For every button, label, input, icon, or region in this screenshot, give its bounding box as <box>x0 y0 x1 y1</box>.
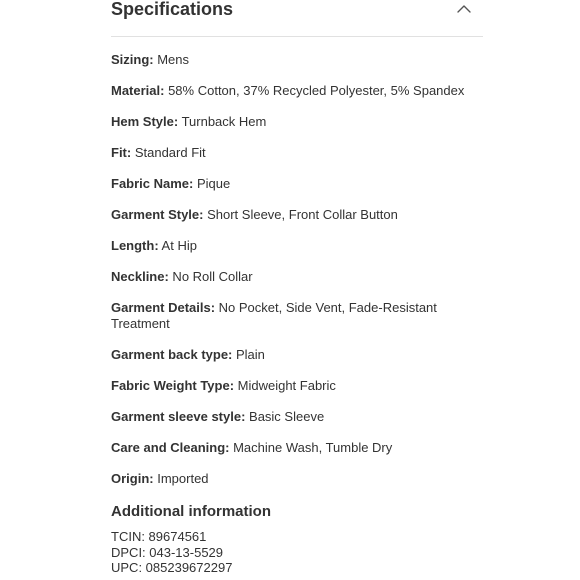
spec-value: Pique <box>193 176 231 191</box>
spec-key: Garment sleeve style: <box>111 408 246 424</box>
specifications-header[interactable] <box>111 0 483 37</box>
spec-key: Garment Details: <box>111 300 216 315</box>
spec-value: Mens <box>153 52 190 67</box>
specifications-title: Specifications <box>111 0 234 19</box>
spec-key: Sizing: <box>111 52 154 67</box>
spec-row <box>111 176 483 192</box>
spec-value: No Pocket, Side Vent, Fade-Resistant Treatment <box>111 300 437 331</box>
spec-value: Plain <box>232 346 265 362</box>
spec-row <box>111 114 483 130</box>
spec-row <box>111 238 483 254</box>
specifications-list <box>111 52 483 502</box>
spec-value: Short Sleeve, Front Collar Button <box>203 207 398 222</box>
spec-value: Turnback Hem <box>178 114 267 129</box>
spec-value: Standard Fit <box>131 145 206 160</box>
dpci-value: DPCI: 043-13-5529 <box>111 544 224 560</box>
tcin-value: TCIN: 89674561 <box>111 529 207 544</box>
spec-row <box>111 83 483 99</box>
spec-row <box>111 207 483 223</box>
spec-key: Origin: <box>111 470 154 486</box>
chevron-up-icon <box>457 4 471 13</box>
additional-information-title: Additional information <box>111 503 271 520</box>
spec-row <box>111 145 483 161</box>
upc-value: UPC: 085239672297 <box>111 560 233 575</box>
identifier-list <box>111 529 232 576</box>
spec-key: Fabric Name: <box>111 176 194 191</box>
spec-key: Garment back type: <box>111 346 233 362</box>
spec-row <box>111 347 483 363</box>
spec-key: Hem Style: <box>111 114 179 129</box>
spec-row <box>111 52 483 68</box>
spec-row <box>111 471 483 487</box>
collapse-button[interactable] <box>453 0 475 19</box>
spec-key: Care and Cleaning: <box>111 439 230 455</box>
spec-key: Neckline: <box>111 269 169 284</box>
spec-row <box>111 378 483 394</box>
spec-key: Fit: <box>111 145 132 160</box>
spec-value: Machine Wash, Tumble Dry <box>229 439 393 455</box>
spec-value: 58% Cotton, 37% Recycled Polyester, 5% Spandex <box>164 83 465 98</box>
spec-key: Fabric Weight Type: <box>111 377 235 393</box>
spec-key: Garment Style: <box>111 207 204 222</box>
spec-key: Length: <box>111 238 159 253</box>
spec-value: Basic Sleeve <box>245 408 325 424</box>
spec-value: Imported <box>153 470 209 486</box>
spec-row <box>111 440 483 456</box>
spec-value: No Roll Collar <box>168 269 253 284</box>
spec-row <box>111 269 483 285</box>
spec-row <box>111 300 483 331</box>
spec-value: Midweight Fabric <box>234 377 336 393</box>
spec-value: At Hip <box>158 238 197 253</box>
spec-key: Material: <box>111 83 165 98</box>
spec-row <box>111 409 483 425</box>
